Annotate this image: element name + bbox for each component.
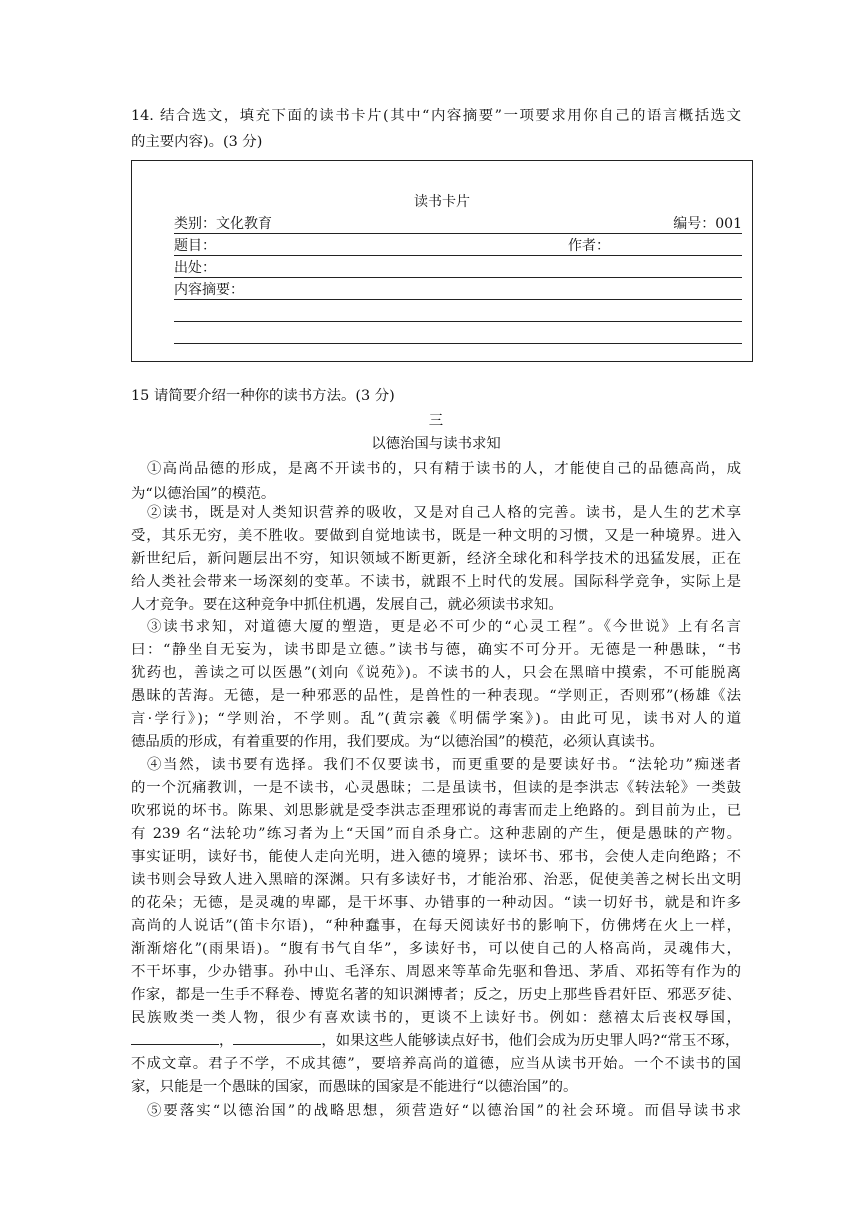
article-line: 高尚的人说话”(笛卡尔语)，“种种蠢事，在每天阅读好书的影响下，仿佛烤在火上一样，: [131, 918, 741, 934]
article-line: 为“以德治国”的模范。: [131, 486, 276, 502]
article-line-with-blanks: ， ，如果这些人能够读点好书，他们会成为历史罪人吗?“常玉不琢，: [131, 1028, 741, 1054]
question-15: 15 请简要介绍一种你的读书方法。(3 分): [131, 388, 395, 404]
article-line: 的花朵；无德，是灵魂的卑鄙，是干坏事、办错事的一种动因。“读一切好书，就是和许多: [131, 895, 741, 911]
article-line: ⑤要落实“以德治国”的战略思想，须营造好“以德治国”的社会环境。而倡导读书求: [147, 1103, 741, 1119]
card-number-label: 编号：001: [673, 216, 742, 232]
article-line: 事实证明，读好书，能使人走向光明，进入德的境界；读坏书、邪书，会使人走向绝路；不: [131, 849, 741, 865]
article-line: 人才竞争。要在这种竞争中抓住机遇，发展自己，就必须读书求知。: [131, 597, 563, 613]
article-line: 民族败类一类人物，很少有喜欢读书的，更谈不上读好书。例如：慈禧太后丧权辱国，: [131, 1010, 741, 1026]
card-row-title[interactable]: [174, 237, 742, 256]
article-line: 不成文章。君子不学，不成其德”，要培养高尚的道德，应当从读书开始。一个不读书的国: [131, 1056, 741, 1072]
article-line: 渐渐熔化”(雨果语)。“腹有书气自华”，多读好书，可以使自己的人格高尚，灵魂伟大，: [131, 941, 741, 957]
article-line: ③读书求知，对道德大厦的塑造，更是必不可少的“心灵工程”。《今世说》上有名言: [147, 619, 741, 635]
article-line: ④当然，读书要有选择。我们不仅要读书，而更重要的是要读好书。“法轮功”痴迷者: [147, 757, 741, 773]
article-line: ②读书，既是对人类知识营养的吸收，又是对自己人格的完善。读书，是人生的艺术享: [147, 505, 741, 521]
article-line: 愚昧的苦海。无德，是一种邪恶的品性，是兽性的一种表现。“学则正，否则邪”(杨雄《法: [131, 688, 741, 704]
card-author-label: 作者：: [568, 238, 610, 254]
card-summary-blank-line[interactable]: [174, 303, 742, 322]
article-title: 以德治国与读书求知: [371, 436, 501, 452]
fill-blank-2[interactable]: [233, 1030, 321, 1045]
card-category-label: 类别：文化教育: [174, 216, 272, 232]
article-line: 新世纪后，新问题层出不穷，知识领域不断更新，经济全球化和科学技术的迅猛发展，正在: [131, 551, 741, 567]
card-row-source[interactable]: [174, 259, 742, 278]
card-row-category: [174, 215, 742, 234]
fill-blank-1[interactable]: [131, 1030, 219, 1045]
card-row-summary[interactable]: [174, 281, 742, 300]
article-line: ，如果这些人能够读点好书，他们会成为历史罪人吗?“常玉不琢，: [321, 1033, 740, 1049]
card-title-label: 题目：: [174, 238, 216, 254]
article-line: 德品质的形成，有着重要的作用，我们要成。为“以德治国”的模范，必须认真读书。: [131, 734, 664, 750]
question-14-line1: 14. 结合选文，填充下面的读书卡片(其中“内容摘要”一项要求用你自己的语言概括选文: [131, 108, 741, 124]
article-line: 有 239 名“法轮功”练习者为上“天国”而自杀身亡。这种悲剧的产生，便是愚昧的产物。: [131, 826, 741, 842]
section-number: 三: [428, 413, 444, 429]
article-line: 给人类社会带来一场深刻的变革。不读书，就跟不上时代的发展。国际科学竞争，实际上是: [131, 574, 741, 590]
article-line: 家，只能是一个愚昧的国家，而愚昧的国家是不能进行“以德治国”的。: [131, 1079, 578, 1095]
reading-card: [131, 160, 753, 362]
article-line: ①高尚品德的形成，是离不开读书的，只有精于读书的人，才能使自己的品德高尚，成: [147, 461, 741, 477]
article-line: 不干坏事，少办错事。孙中山、毛泽东、周恩来等革命先驱和鲁迅、茅盾、邓拓等有作为的: [131, 964, 741, 980]
card-source-label: 出处：: [174, 260, 216, 276]
article-line: 受，其乐无穷，美不胜收。要做到自觉地读书，既是一种文明的习惯，又是一种境界。进入: [131, 528, 741, 544]
article-line: 的一个沉痛教训，一是不读书，心灵愚昧；二是虽读书，但读的是李洪志《转法轮》一类鼓: [131, 780, 741, 796]
question-14-line2: 的主要内容)。(3 分): [131, 134, 263, 150]
article-line: 读书则会导致人进入黑暗的深渊。只有多读好书，才能治邪、治恶，促使美善之树长出文明: [131, 872, 741, 888]
card-title: 读书卡片: [414, 194, 470, 210]
article-line: 言·学行》)；“学则治，不学则。乱”(黄宗羲《明儒学案》)。由此可见，读书对人的道: [131, 711, 741, 727]
article-line: 犹药也，善读之可以医愚”(刘向《说苑》)。不读书的人，只会在黑暗中摸索，不可能脱离: [131, 665, 741, 681]
article-line: 曰：“静坐自无妄为，读书即是立德。”读书与德，确实不可分开。无德是一种愚昧，“书: [131, 642, 741, 658]
card-summary-label: 内容摘要：: [174, 282, 244, 298]
article-line: 作家，都是一生手不释卷、博览名著的知识渊博者；反之，历史上那些昏君奸臣、邪恶歹徒、: [131, 987, 741, 1003]
card-summary-blank-line[interactable]: [174, 325, 742, 344]
article-line: 吹邪说的坏书。陈果、刘思影就是受李洪志歪理邪说的毒害而走上绝路的。到目前为止，已: [131, 803, 741, 819]
